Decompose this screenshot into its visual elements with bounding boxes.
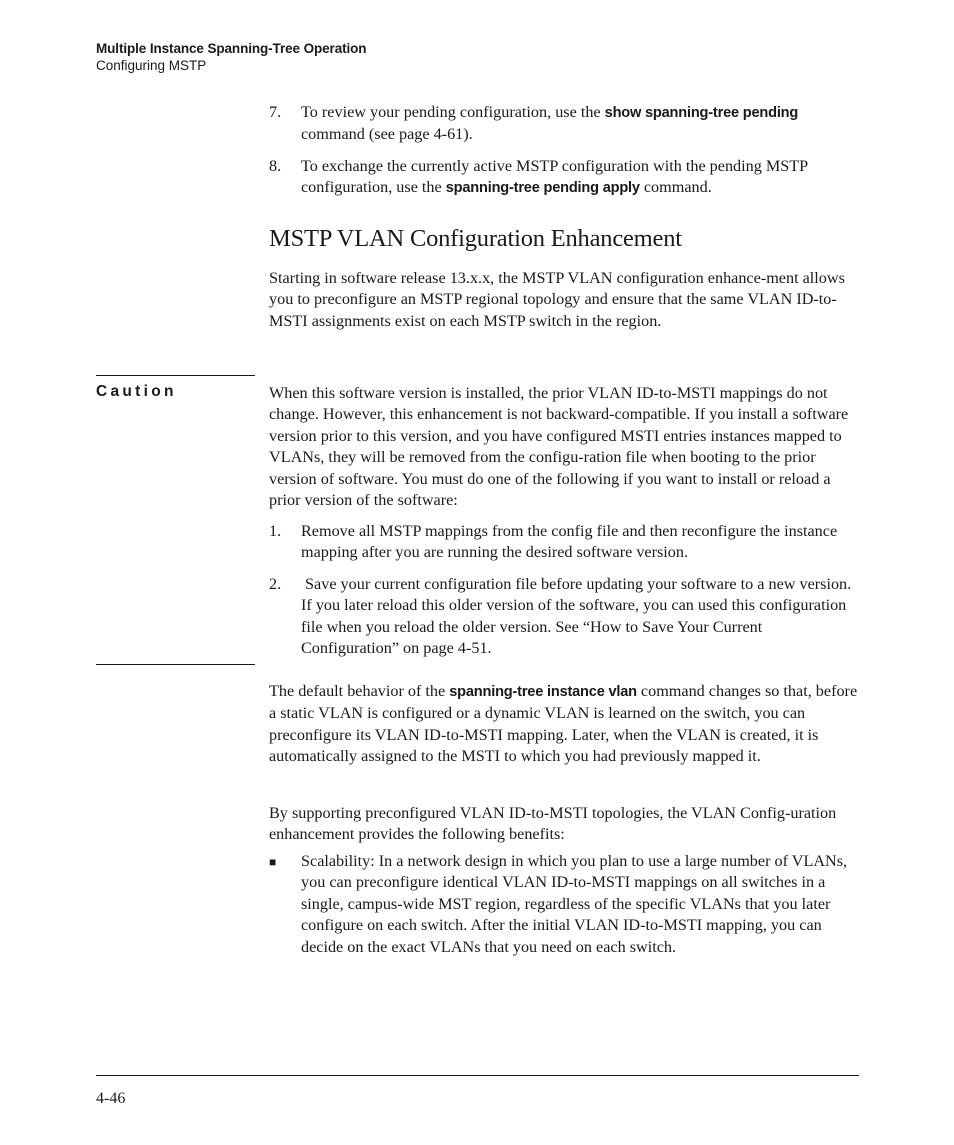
caution-text: When this software version is installed, the prior VLAN ID-to-MSTI mappings do not change. However, this enhancement is not backward-compatible. If you install a software version prior to this version, and you have configured MSTI entries instances mapped to VLANs, they will be removed from the configu-ration file when booting to the prior version of software. You must do one of the following if you want to install or reload a prior version of the software: <box>269 384 849 510</box>
command-spanning-tree-instance-vlan: spanning-tree instance vlan <box>449 684 637 700</box>
item-text: Remove all MSTP mappings from the config file and then reconfigure the instance mapping after you are running the desired software version. <box>301 522 838 562</box>
caution-label: Caution <box>96 383 177 400</box>
caution-top-rule <box>96 375 255 376</box>
section-heading: MSTP VLAN Configuration Enhancement <box>269 225 682 252</box>
item-number: 2. <box>269 575 282 593</box>
section-intro: Starting in software release 13.x.x, the MSTP VLAN configuration enhance-ment allows you to preconfigure an MSTP regional topology and ensure that the same VLAN ID-to-MSTI assignments exist on each MSTP switch in the region. <box>269 269 845 330</box>
step-text: To review your pending configuration, use the show spanning-tree pending command (see page 4-61). <box>301 103 799 144</box>
benefit-text: Scalability: In a network design in which you plan to use a large number of VLANs, you can preconfigure identical VLAN ID-to-MSTI mappings on all switches in a single, campus-wide MST region, regardless of the specific VLANs that you later configure on each switch. After the initial VLAN ID-to-MSTI mapping, you can decide on the exact VLANs that you need on each switch. <box>301 852 848 956</box>
benefits-intro: By supporting preconfigured VLAN ID-to-MSTI topologies, the VLAN Config-uration enhancement provides the following benefits: <box>269 804 837 844</box>
step-number: 8. <box>269 157 282 175</box>
command-show-spanning-tree-pending: show spanning-tree pending <box>604 105 799 121</box>
caution-bottom-rule <box>96 664 255 665</box>
default-behavior-paragraph: The default behavior of the spanning-tree instance vlan command changes so that, before a static VLAN is configured or a dynamic VLAN is learned on the switch, you can preconfigure its VLAN ID-to-MSTI mapping. Later, when the VLAN is created, it is automatically assigned to the MSTI to which you had previously mapped it. <box>269 682 858 766</box>
command-spanning-tree-pending-apply: spanning-tree pending apply <box>445 180 640 197</box>
footer-rule <box>96 1075 859 1076</box>
item-text: Save your current configuration file before updating your software to a new version. If you later reload this older version of the software, you can used this configuration file when you reload the older version. See “How to Save Your Current Configuration” on page 4-51. <box>301 575 856 658</box>
item-number: 1. <box>269 522 282 540</box>
running-header-title: Multiple Instance Spanning-Tree Operation <box>96 41 367 56</box>
running-header-subtitle: Configuring MSTP <box>96 58 207 73</box>
step-text: To exchange the currently active MSTP configuration with the pending MSTP configuration, use the spanning-tree pending apply command. <box>301 157 808 197</box>
step-number: 7. <box>269 103 282 121</box>
bullet-square-icon: ■ <box>269 855 277 869</box>
page-number: 4-46 <box>96 1090 126 1107</box>
